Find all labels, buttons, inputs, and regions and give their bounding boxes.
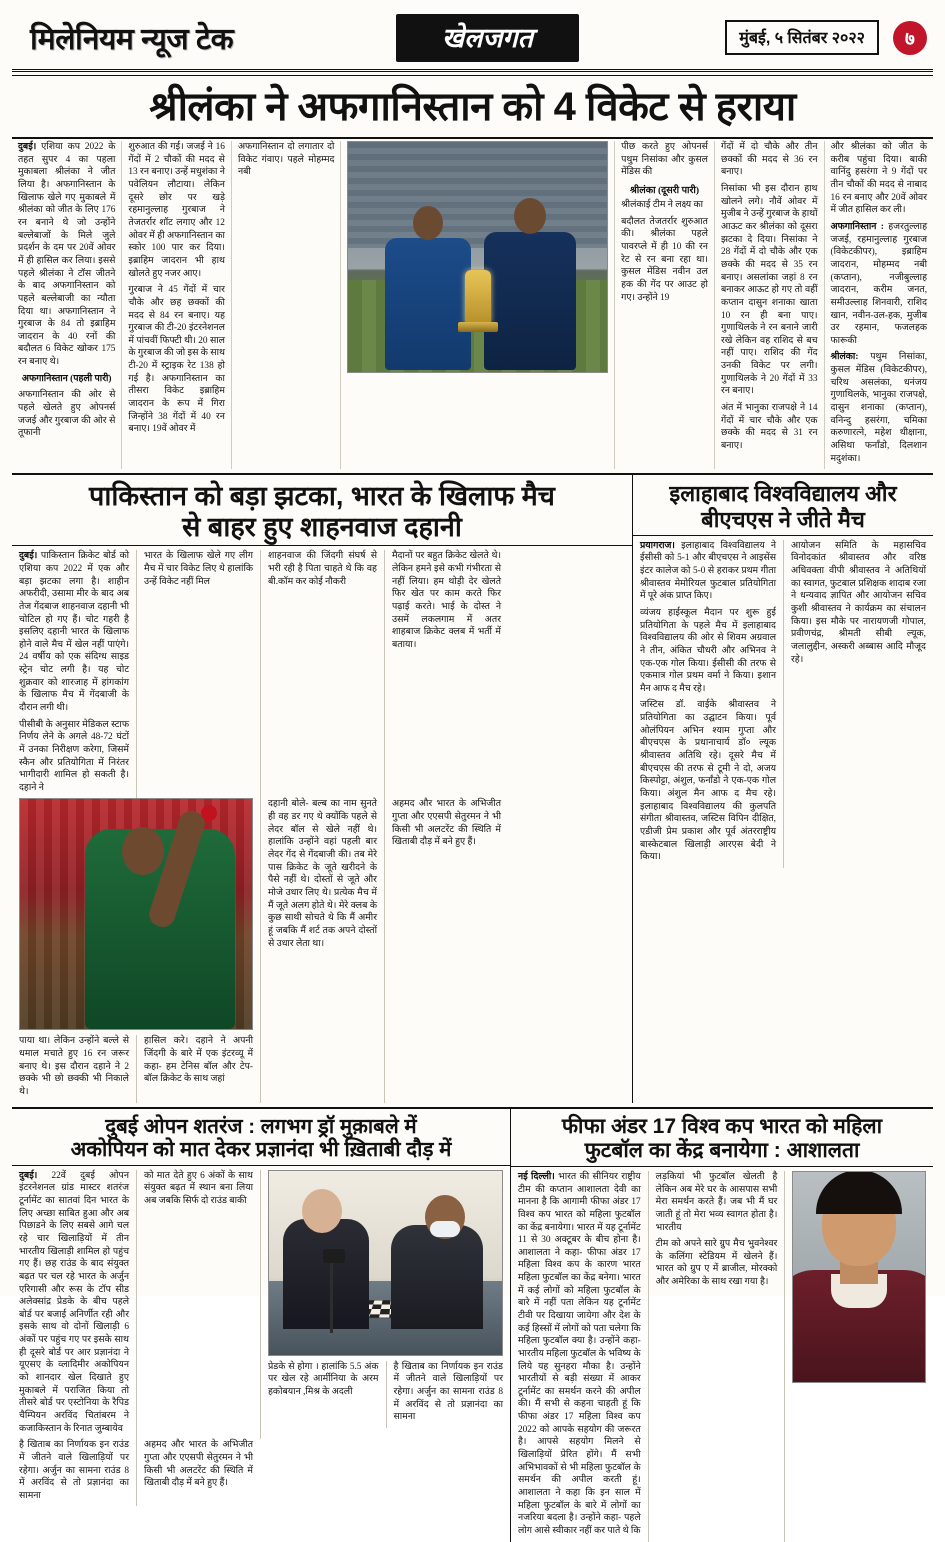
story1-col-1 [12,141,121,469]
subhead: अफगानिस्तान (पहली पारी) [21,373,112,384]
story2-col-1b [12,1035,136,1102]
story5-col-2 [648,1171,785,1542]
lead-headline: श्रीलंका ने अफगानिस्तान को 4 विकेट से हराया [149,85,796,129]
photo-chess-match [268,1170,503,1356]
camera-icon [323,1249,345,1263]
paragraph: बदौलत तेजतर्रार शुरुआत की। श्रीलंका पहले पावरप्ले में ही 10 की रन रेट से रन बना रहा था। कुसल मेंडिस नवीन उल हक की गेंद पर आउट हो गए। उन्होंने 19 [621,216,708,303]
paragraph: दहानी बोले- बल्ब का नाम सुनते ही वह डर गए थे क्योंकि पहले से लेदर बॉल से खेले नहीं थे। हालांकि उन्होंने वहां पहली बार लेदर गेंद से गेंदबाजी की। तब मेरे पास क्रिकेट के जूते खरीदने के पैसे नहीं थे। दोस्तों से जूते और मोजे उधार लिए थे। प्रत्येक मैच में मैं जूते अलग होते थे। मेरे क्लब के कुछ साथी सोचते थे कि मैं अमीर हूं जबकि मैं शर्ट तक अपने दोस्तों से उधार लेता था। [268,799,377,949]
newspaper-logo [12,10,312,65]
paragraph: पाया था। लेकिन उन्होंने बल्ले से धमाल मचाते हुए 16 रन जरूर बनाए थे। इस दौरान दहाने ने 2 छक्के भी छो छक्की भी निकाले थे। [19,1036,129,1098]
paragraph: है खिताब का निर्णायक इन राउंड में जीतने वाले खिलाड़ियों पर रहेगा। अर्जुन का सामना राउंड 8 में अरविंद से तो प्रज्ञानंदा का सामना [19,1440,129,1501]
paragraph: व्यंजय हाईस्कूल मैदान पर शुरू हुई प्रतियोगिता के पहले मैच में इलाहाबाद विश्वविद्यालय की ओर से शिवम अग्रवाल ने तीन, अंकित चौधरी और अभिनव ने एक-एक गोल किया। ईसीसी की तरफ से एकमात्र गोल प्रथम वर्मा ने किया। इशान मैन आफ द मैच रहे। [640,608,776,694]
story4-col-3 [261,1361,386,1428]
row-story-2-3 [12,473,933,1102]
paragraph: भारत के खिलाफ खेले गए लीग मैच में चार विकेट लिए थे हालांकि उन्हें विकेट नहीं मिल [144,551,253,587]
paragraph: अफगानिस्तान की ओर से पहले खेलते हुए ओपनर्स जजई और गुरबाज की ओर से तूफानी [18,390,116,439]
story4-col-5 [12,1439,136,1506]
paragraph: शाहनवाज की जिंदगी संघर्ष से भरी रही है पिता चाहते थे कि वह बी.कॉम कर कोई नौकरी [268,551,377,587]
story2-headline-line-1: पाकिस्तान को बड़ा झटका, भारत के खिलाफ मैच [89,481,555,512]
story2-photo-col [12,798,260,1102]
newspaper-logo-text: मिलेनियम न्यूज टेक [30,23,234,56]
story-4 [12,1109,510,1542]
story1-col-3 [231,141,341,469]
paragraph: दुबई। 22वें दुबई ओपन इंटरनेशनल ग्रांड मास्टर शतरंज टूर्नामेंट का सातवां दिन भारत के लिए अच्छा साबित हुआ और अब पिछाडने के लिए सबसे आगे चल रहे चार खिलाड़ियों में तीन भारतीय खिलाड़ी शामिल हो पहुंच गए हैं। छह राउंड के बाद संयुक्त बढ़त पर चल रहे भारत के अर्जुन एरिगासी और रूस के टॉप सीड अलेक्सांद्र प्रेडके के बीच पहले बोर्ड पर बजाई अनिर्णीत रही और इसके साथ वो दोनों खिलाड़ी 6 अंकों पर पहुंच गए पर इसके साथ ही दूसरे बोर्ड पर आर प्रज्ञानंदा ने यूएसए के व्लादिमीर अकोपियन को शानदार खेल दिखाते हुए मुकाबले में पराजित किया तो तीसरे बोर्ड पर एस्टोनिया के रैपिड चैम्पियन अरविंद चितांबरम ने कजाकिस्तान के रिनात जुम्बायेव [19,1170,129,1434]
paragraph: प्रेडके से होगा । हालांकि 5.5 अंक पर खेल रहे आर्मीनिया के अरम हकोबयान ,मिश्र के अदली [268,1361,379,1398]
player-afghanistan [484,194,576,370]
story2-col-4b [384,798,508,1102]
story4-headline-line-1: दुबई ओपन शतरंज : लगभग ड्रॉ मुक़ाबले में [105,1114,417,1138]
paragraph: लड़कियां भी फुटबॉल खेलती है लेकिन अब मेरे घर के आसपास सभी मेरा समर्थन करते हैं। जब भी मैं घर जाती हूं तो मेरा भव्य स्वागत होता है। भारतीय [655,1171,778,1233]
section-banner: खेलजगत [396,14,579,62]
edition-date: मुंबई, ५ सितंबर २०२२ [725,20,879,55]
masthead-meta [663,10,933,65]
story2-col-2b [136,1035,260,1102]
story1-col-4 [614,141,714,469]
paragraph: टीम को अपने सारे ग्रुप मैच भुवनेश्वर के कलिंगा स्टेडियम में खेलने हैं। भारत को ग्रुप ए में ब्राजील, मोरक्को और अमेरिका के साथ रखा गया है। [655,1239,778,1288]
page-number-badge: ७ [893,21,927,55]
paragraph: दुबई। एशिया कप 2022 के तहत सुपर 4 का पहला मुकाबला श्रीलंका ने जीत लिया है। अफगानिस्तान के खिलाफ खेले गए मुकाबले में श्रीलंका को जीत के लिए 176 रन बनाने थे जो उन्होंने बल्लेबाजों के मिले जुले प्रदर्शन के दम पर 20वें ओवर में ही हासिल कर लिया। इससे पहले श्रीलंका ने टॉस जीतने के बाद अफगानिस्तान को पहले बल्लेबाजी का न्यौता दिया था। अफगानिस्तान ने गुरबाज के 84 तो इब्राहिम जादरान के 40 रनों की बदौलत 6 विकेट खोकर 175 रन बनाए थे। [18,142,116,368]
story-3 [632,475,933,1102]
story-1 [12,137,933,469]
story5-col-1 [511,1171,648,1542]
subhead: श्रीलंका (दूसरी पारी) [629,185,700,197]
trophy-icon [465,270,491,324]
photo-ashalata-devi [792,1171,926,1383]
paragraph: निसांका भी इस दौरान हाथ खोलने लगे। नौवें ओवर में मुजीब ने उन्हें गुरबाज के हाथों आऊट कर श्रीलंका को दूसरा झटका दे दिया। निसांका ने 28 गेंदों में दो चौके और एक छक्के की मदद से 35 रन बनाए। असलांका जहां 8 रन बनाकर आऊट हो गए तो वहीं कप्तान दासुन शनाका खाता 10 रन ही बना पाए। गुणाथिलके ने रन बनाने जारी रखे लेकिन वह राशिद से बच नहीं पाए। राशिद की गेंद उनकी विकेट पर लगी। गुणाथिलके ने 20 गेंदों में 33 रन बनाए। [720,184,818,397]
story2-headline-line-2: से बाहर हुए शाहनवाज दहानी [182,512,462,543]
row-story-4-5 [12,1107,933,1542]
story3-col-2 [783,540,933,868]
paragraph: गुरबाज ने 45 गेंदों में चार चौके और छह छक्कों की मदद से 84 रन बनाए। यह गुरबाज की टी-20 इंटरनेशनल में पांचवीं फिफ्टी थी। 20 साल के गुरबाज की जो इस के साथ टी-20 में स्ट्राइक रेट 138 हो गई है। अफगानिस्तान का तीसरा विकेट इब्राहिम जादरान के रूप में गिरा जिन्होंने 38 गेंदों में 40 रन बनाए। 19वें ओवर में [128,285,225,435]
story1-photo-col [340,141,614,469]
paragraph: अफगानिस्तान : हजरतुल्लाह जजई, रहमानुल्लाह गुरबाज (विकेटकीपर), इब्राहिम जादरान, मोहम्मद नबी (कप्तान), नजीबुल्लाह जादरान, करीम जनत, समीउल्लाह शिनवारी, राशिद खान, नवीन-उल-हक, मुजीब उर रहमान, फजलहक फारूकी [830,222,928,346]
story1-col-2 [121,141,231,469]
story4-col-4 [386,1361,511,1428]
story1-col-5 [714,141,824,469]
story5-headline-line-1: फीफा अंडर 17 विश्व कप भारत को महिला [561,1114,883,1138]
paragraph: जस्टिस डॉ. वाईके श्रीवास्तव ने प्रतियोगिता का उद्घाटन किया। पूर्व ओलंपियन अभिन श्याम गुप्ता और बीएचएस के प्रधानाचार्य डॉ० ल्यूक श्रीवास्तव अतिथि रहे। दूसरे मैच में बीएचएस की तरफ से टूमी ने दो, अजय किस्पोट्टा, अंशुल, फर्नांडो ने एक-एक गोल किया। अंशुल मैन आफ द मैच रहे। इलाहाबाद विश्वविद्यालय की कुलपति संगीता श्रीवास्तव, जस्टिस विपिन दीक्षित, एडीजी प्रेम प्रकाश और पूर्व अंतरराष्ट्रीय बास्केटबाल खिलाड़ी आरएस बेदी ने किया। [640,700,776,863]
story2-col-2 [136,550,260,798]
story4-col-1 [12,1170,136,1439]
story-2 [12,475,632,1102]
paragraph: गेंदों में दो चौके और तीन छक्कों की मदद से 36 रन बनाए। [720,142,818,178]
paragraph: नई दिल्ली। भारत की सीनियर राष्ट्रीय टीम की कप्तान आशालता देवी का मानना है कि आगामी फीफा अंडर 17 विश्व कप भारत को महिला फुटबॉल का केंद्र बनायेगा। भारत में यह टूर्नामेंट 11 से 30 अक्टूबर के बीच होना है। आशालता ने कहा- फीफा अंडर 17 महिला विश्व कप के कारण भारत महिला फुटबॉल का केंद्र बनेगा। भारत में कई लोगों को महिला फुटबॉल के बारे में नहीं पता लेकिन यह टूर्नामेंट टीवी पर दिखाया जायेगा और देश के कई हिस्सों में लोगों को पता चलेगा कि महिला फुटबॉल क्या है। उन्होंने कहा- भारतीय महिला फुटबॉल के भविष्य के लिये यह सुनहरा मौका है। उन्होंने भारतीयों से बड़ी संख्या में आकर टूर्नामेंट का समर्थन करने की अपील की। मैं सभी से कहना चाहती हूं कि फीफा अंडर 17 महिला विश्व कप 2022 को आपके सहयोग की जरूरत है। आपसे सहयोग मिलने से खिलाड़ियों प्रेरित होंगे। मैं सभी अभिभावकों से भी महिला फुटबॉल के समर्थन की अपील करती हूं। आशालता ने कहा कि इन साल में महिला फुटबॉल के बारे में लोगों का नजरिया बदला है। उन्होंने कहा- पहले लोग आसे स्वीकार नहीं कर पाते थे कि [518,1171,641,1536]
paragraph: श्रीलंका: पथुम निसांका, कुसल मेंडिस (विकेटकीपर), चरिथ असलंका, धनंजय गुणाथिलके, भानुका राजपक्षे, दासुन शनाका (कप्तान), वनिन्दु हसरंगा, चमिका करुणारत्ने, महेश थीक्षाना, असिथा फर्नांडो, दिलशान मदुशंका। [830,352,928,464]
paragraph: मैदानों पर बहुत क्रिकेट खेलते थे। लेकिन हमने इसे कभी गंभीरता से नहीं लिया। हम थोड़ी देर खेलते फिर खेत पर काम करते फिर पढ़ाई करते। भाई के दोस्त ने उसमें लकलगाम में अतर शाहबाज क्रिकेट क्लब में भर्ती में बताया। [392,551,501,650]
story3-headline-line-1: इलाहाबाद विश्वविद्यालय और [669,481,897,507]
story3-col-1 [633,540,783,868]
paragraph: आयोजन समिति के महासचिव विनोदकांत श्रीवास्तव और वरिष्ठ अधिवक्ता वीपी श्रीवास्तव ने अतिथियों का स्वागत, फुटबाल प्रशिक्षक शादाब रजा ने धन्यवाद ज्ञापित और आयोजन सचिव कुशी श्रीवास्तव ने कार्यक्रम का संचालन किया। इस मौके पर नारायणजी गोपाल, प्रवीणचंद्र, श्रीमती सीबी ल्यूक, जलालुद्दीन, अस्करी अब्बास आदि मौजूद रहे। [791,540,926,665]
paragraph: को मात देते हुए 6 अंकों के साथ संयुक्त बढ़त में स्थान बना लिया अब जबकि सिर्फ दो राउंड बाकी [144,1170,253,1207]
story2-col-3b [260,798,384,1102]
paragraph: प्रयागराज। इलाहाबाद विश्वविद्यालय ने ईसीसी को 5-1 और बीएचएस ने आइसेंस इंटर कालेज को 5-0 से हराकर प्रथम गीता श्रीवास्तव मेमोरियल फुटबाल प्रतियोगिता में पूरे अंक प्राप्त किए। [640,540,776,602]
photo-bowler-shahnawaz [19,798,253,1030]
story5-headline-line-2: फुटबॉल का केंद्र बनायेगा : आशालता [584,1138,860,1162]
story2-col-3 [260,550,384,798]
story2-col-1 [12,550,136,798]
face-mask [430,1221,460,1237]
story5-photo-col [784,1171,933,1542]
paragraph: श्रीलंकाई टीम ने लक्ष्य का [621,200,703,211]
story2-col-4 [384,550,508,798]
paragraph: पीछ करते हुए ओपनर्स पथुम निसांका और कुसल मेंडिस की [621,142,708,178]
paragraph: अहमद और भारत के अभिजीत गुप्ता और एएसपी सेतुरमन ने भी किसी भी अलटरेंट की स्थिति में खिताबी दौड़ में बने हुए हैं। [144,1440,253,1489]
paragraph: अहमद और भारत के अभिजीत गुप्ता और एएसपी सेतुरमन ने भी किसी भी अलटरेंट की स्थिति में खिताबी दौड़ में बने हुए हैं। [392,799,501,848]
paragraph: पीसीबी के अनुसार मेडिकल स्टाफ निर्णय लेने के अगले 48-72 घंटों में उनका निरीक्षण करेगा, जिसमें स्कैन और प्रतियोगिता में निरंतर भागीदारी शामिल हो सकती है। दहाने ने [19,719,129,793]
paragraph: अंत में भानुका राजपक्षे ने 14 गेंदों में चार चौके और एक छक्के की मदद से 31 रन बनाए। [720,403,818,451]
story1-col-6 [824,141,934,469]
photo-trophy-handshake [347,141,608,373]
masthead-divider [12,75,933,76]
paragraph: और श्रीलंका को जीत के करीब पहुंचा दिया। बाकी वानिंदु हसरंगा ने 9 गेंदों पर तीन चौकों की मदद से नाबाद 16 रन बनाए और 20वें ओवर में जीत हासिल कर ली। [830,142,928,216]
story-5 [510,1109,933,1542]
story3-headline-line-2: बीएचएस ने जीते मैच [701,506,865,532]
paragraph: दुबई। पाकिस्तान क्रिकेट बोर्ड को एशिया कप 2022 में एक और बड़ा झटका लगा है। शाहीन अफरीदी, उसामा मीर के बाद अब तेज गेंदबाज शाहनवाज दहानी भी चोटिल हो गए हैं। चोट गहरी है इसलिए दहानी भारत के खिलाफ होने वाले मैच में खेल नहीं पाएंगे। 24 वर्षीय को एक संदिग्ध साइड स्ट्रेन चोट लगी है। यह चोट शुक्रवार को शारजाह में हांगकांग के खिलाफ मैच में गेंदबाजी के दौरान लगी थी। [19,551,129,713]
paragraph: हासिल करे। दहाने ने अपनी जिंदगी के बारे में एक इंटरव्यू में कहा- हम टेनिस बॉल और टेप-बॉल क्रिकेट के साथ जहां [144,1036,253,1085]
paragraph: है खिताब का निर्णायक इन राउंड में जीतने वाले खिलाड़ियों पर रहेगा। अर्जुन का सामना राउंड 8 में अरविंद से तो प्रज्ञानंदा का सामना [393,1361,503,1423]
story4-col-6 [136,1439,260,1506]
section-banner-wrap [312,10,663,65]
player-sri-lanka [385,202,471,370]
story4-col-2 [136,1170,260,1439]
paragraph: शुरुआत की गई। जजई ने 16 गेंदों में 2 चौकों की मदद से 13 रन बनाए। उन्हें मधुशंका ने पवेलियन लौटाया। लेकिन दूसरे छोर पर खड़े रहमानुल्लाह गुरबाज ने तेजतर्रार शॉट लगाए और 12 ओवर में ही अफगानिस्तान का स्कोर 100 पार कर दिया। इब्राहिम जादरान भी हाथ खोलते हुए नजर आए। [128,142,225,279]
paragraph: अफगानिस्तान दो लगातार दो विकेट गंवाए। पहले मोहम्मद नबी [237,142,335,178]
masthead [12,10,933,72]
story4-headline-line-2: अकोपियन को मात देकर प्रज्ञानंदा भी ख़िताबी दौड़ में [70,1138,452,1162]
story4-photo-col [260,1170,510,1439]
